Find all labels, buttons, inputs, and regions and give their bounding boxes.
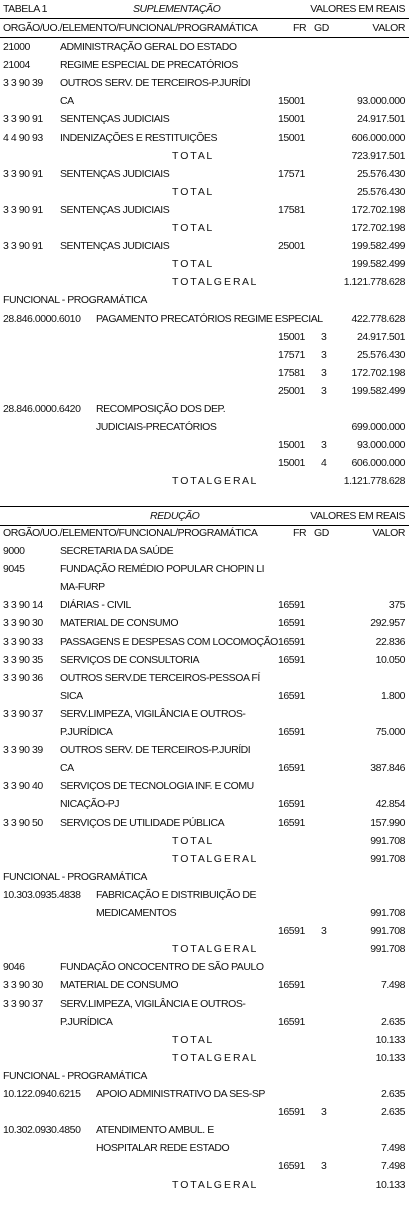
total-row bbox=[0, 255, 409, 273]
row-fr: 16591 bbox=[278, 762, 305, 775]
row-fr: 15001 bbox=[278, 439, 305, 452]
row-fr: 15001 bbox=[278, 131, 305, 144]
row-code: FUNCIONAL - PROGRAMÁTICA bbox=[3, 1069, 147, 1082]
table-row bbox=[0, 129, 409, 147]
row-valor: 375 bbox=[388, 599, 405, 612]
row-valor: 25.576.430 bbox=[356, 167, 405, 180]
row-fr: 16591 bbox=[278, 1106, 305, 1119]
row-description: REGIME ESPECIAL DE PRECATÓRIOS bbox=[60, 59, 238, 72]
row-valor: 7.498 bbox=[380, 1142, 405, 1155]
row-valor: 723.917.501 bbox=[351, 149, 405, 162]
row-valor: 172.702.198 bbox=[351, 366, 405, 379]
table-row bbox=[0, 291, 409, 309]
row-description: SICA bbox=[60, 689, 83, 702]
table-row bbox=[0, 868, 409, 886]
row-description: NICAÇÃO-PJ bbox=[60, 798, 120, 811]
row-description: APOIO ADMINISTRATIVO DA SES-SP bbox=[96, 1088, 265, 1100]
table-row bbox=[0, 92, 409, 110]
row-valor: 24.917.501 bbox=[356, 330, 405, 343]
total-row bbox=[0, 1176, 409, 1194]
row-valor: 991.708 bbox=[370, 925, 405, 938]
row-description: OUTROS SERV. DE TERCEIROS-P.JURÍDI bbox=[60, 744, 251, 757]
row-code: 3 3 90 30 bbox=[3, 979, 43, 992]
table-row bbox=[0, 795, 409, 813]
row-description: INDENIZAÇÕES E RESTITUIÇÕES bbox=[60, 131, 218, 144]
row-description: OUTROS SERV. DE TERCEIROS-P.JURÍDI bbox=[60, 77, 251, 90]
table-row bbox=[0, 995, 409, 1013]
row-code: 21000 bbox=[3, 41, 30, 53]
row-fr: 16591 bbox=[278, 798, 305, 811]
total-row bbox=[0, 1031, 409, 1049]
row-valor: 2.635 bbox=[380, 1088, 405, 1100]
table-row bbox=[0, 633, 409, 651]
table-row bbox=[0, 741, 409, 759]
total-label: T O T A L bbox=[172, 1033, 212, 1046]
row-valor: 199.582.499 bbox=[351, 258, 405, 271]
row-valor: 422.778.628 bbox=[351, 312, 405, 325]
row-description: SECRETARIA DA SAÚDE bbox=[60, 545, 174, 557]
row-description: MEDICAMENTOS bbox=[96, 907, 177, 919]
row-valor: 1.800 bbox=[380, 689, 405, 702]
column-header-valor: VALOR bbox=[372, 527, 405, 539]
row-valor: 10.133 bbox=[375, 1033, 405, 1046]
total-label: T O T A L bbox=[172, 185, 212, 198]
table-row bbox=[0, 759, 409, 777]
row-code: 10.303.0935.4838 bbox=[3, 888, 81, 901]
total-label: T O T A L bbox=[172, 222, 212, 234]
row-valor: 7.498 bbox=[380, 979, 405, 992]
row-valor: 2.635 bbox=[380, 1015, 405, 1028]
row-description: JUDICIAIS-PRECATÓRIOS bbox=[96, 421, 217, 434]
row-code: FUNCIONAL - PROGRAMÁTICA bbox=[3, 870, 147, 883]
row-code: 10.122.0940.6215 bbox=[3, 1088, 81, 1100]
table-row bbox=[0, 400, 409, 418]
row-valor: 10.133 bbox=[375, 1051, 405, 1064]
row-valor: 93.000.000 bbox=[356, 95, 405, 108]
reducao-title: REDUÇÃO bbox=[150, 510, 200, 522]
row-description: ADMINISTRAÇÃO GERAL DO ESTADO bbox=[60, 41, 237, 53]
row-code: 3 3 90 14 bbox=[3, 599, 43, 612]
row-valor: 991.708 bbox=[370, 943, 405, 956]
row-fr: 16591 bbox=[278, 1160, 305, 1173]
table-row bbox=[0, 614, 409, 632]
table-row bbox=[0, 723, 409, 741]
table-row bbox=[0, 1157, 409, 1175]
table-row bbox=[0, 310, 409, 328]
table-row bbox=[0, 436, 409, 454]
valores-em-reais-label: VALORES EM REAIS bbox=[310, 510, 405, 522]
table-row bbox=[0, 165, 409, 183]
row-gd: 3 bbox=[321, 925, 327, 938]
total-label: T O T A L G E R A L bbox=[172, 943, 256, 956]
row-description: SENTENÇAS JUDICIAIS bbox=[60, 113, 170, 126]
row-valor: 172.702.198 bbox=[351, 203, 405, 216]
total-row bbox=[0, 472, 409, 490]
table-row bbox=[0, 976, 409, 994]
row-code: 3 3 90 37 bbox=[3, 997, 43, 1010]
row-description: MA-FURP bbox=[60, 581, 105, 594]
table-row bbox=[0, 328, 409, 346]
row-description: CA bbox=[60, 762, 74, 775]
table-row bbox=[0, 74, 409, 92]
row-fr: 16591 bbox=[278, 925, 305, 938]
table-row bbox=[0, 364, 409, 382]
table-row bbox=[0, 958, 409, 976]
row-valor: 25.576.430 bbox=[356, 185, 405, 198]
row-valor: 387.846 bbox=[370, 762, 405, 775]
row-gd: 3 bbox=[321, 1106, 327, 1119]
row-valor: 606.000.000 bbox=[351, 457, 405, 470]
row-valor: 699.000.000 bbox=[351, 421, 405, 434]
row-valor: 991.708 bbox=[370, 907, 405, 919]
column-header-fr: FR bbox=[293, 527, 307, 539]
table-row bbox=[0, 560, 409, 578]
row-valor: 991.708 bbox=[370, 834, 405, 847]
row-description: HOSPITALAR REDE ESTADO bbox=[96, 1142, 230, 1155]
row-code: FUNCIONAL - PROGRAMÁTICA bbox=[3, 294, 147, 307]
table-row bbox=[0, 705, 409, 723]
row-code: 3 3 90 39 bbox=[3, 77, 43, 90]
row-code: 3 3 90 91 bbox=[3, 167, 43, 180]
row-code: 3 3 90 30 bbox=[3, 617, 43, 630]
row-fr: 16591 bbox=[278, 689, 305, 702]
row-valor: 10.133 bbox=[375, 1178, 405, 1191]
table-row bbox=[0, 346, 409, 364]
table-row bbox=[0, 1013, 409, 1031]
total-label: T O T A L G E R A L bbox=[172, 276, 256, 289]
table-row bbox=[0, 237, 409, 255]
row-code: 9000 bbox=[3, 545, 25, 557]
row-valor: 991.708 bbox=[370, 852, 405, 865]
row-valor: 1.121.778.628 bbox=[343, 276, 405, 289]
total-label: T O T A L bbox=[172, 149, 212, 162]
row-code: 3 3 90 40 bbox=[3, 780, 43, 793]
total-row bbox=[0, 219, 409, 237]
row-description: FABRICAÇÃO E DISTRIBUIÇÃO DE bbox=[96, 888, 257, 901]
row-valor: 292.957 bbox=[370, 617, 405, 630]
row-fr: 16591 bbox=[278, 617, 305, 630]
row-fr: 17571 bbox=[278, 348, 305, 361]
row-description: CA bbox=[60, 95, 74, 108]
table-row bbox=[0, 454, 409, 472]
row-code: 3 3 90 91 bbox=[3, 203, 43, 216]
row-valor: 7.498 bbox=[380, 1160, 405, 1173]
row-fr: 15001 bbox=[278, 330, 305, 343]
row-fr: 16591 bbox=[278, 635, 305, 648]
column-header-orgao: ORGÃO/UO./ELEMENTO/FUNCIONAL/PROGRAMÁTICA bbox=[3, 22, 258, 34]
table-row bbox=[0, 669, 409, 687]
table-row bbox=[0, 201, 409, 219]
row-code: 3 3 90 50 bbox=[3, 816, 43, 829]
row-description: SERV.LIMPEZA, VIGILÂNCIA E OUTROS- bbox=[60, 997, 246, 1010]
row-description: FUNDAÇÃO ONCOCENTRO DE SÃO PAULO bbox=[60, 961, 264, 974]
table-title-row bbox=[0, 0, 409, 19]
row-description: SERVIÇOS DE CONSULTORIA bbox=[60, 653, 200, 666]
row-gd: 3 bbox=[321, 348, 327, 361]
total-row bbox=[0, 273, 409, 291]
row-description: SENTENÇAS JUDICIAIS bbox=[60, 167, 170, 180]
valores-em-reais-label: VALORES EM REAIS bbox=[310, 3, 405, 15]
table-row bbox=[0, 1121, 409, 1139]
table-row bbox=[0, 382, 409, 400]
table-label: TABELA 1 bbox=[3, 3, 48, 15]
table-row bbox=[0, 1085, 409, 1103]
table-row bbox=[0, 542, 409, 560]
row-fr: 15001 bbox=[278, 95, 305, 108]
row-code: 28.846.0000.6010 bbox=[3, 312, 81, 325]
table-row bbox=[0, 1103, 409, 1121]
row-gd: 3 bbox=[321, 1160, 327, 1173]
row-code: 3 3 90 91 bbox=[3, 113, 43, 126]
total-row bbox=[0, 1049, 409, 1067]
row-description: FUNDAÇÃO REMÉDIO POPULAR CHOPIN LI bbox=[60, 563, 265, 576]
column-header-gd: GD bbox=[314, 22, 329, 34]
total-row bbox=[0, 940, 409, 958]
row-code: 3 3 90 35 bbox=[3, 653, 43, 666]
total-label: T O T A L G E R A L bbox=[172, 852, 256, 865]
column-header-valor: VALOR bbox=[372, 22, 405, 34]
row-valor: 25.576.430 bbox=[356, 348, 405, 361]
total-row bbox=[0, 147, 409, 165]
row-valor: 172.702.198 bbox=[351, 222, 405, 234]
row-gd: 4 bbox=[321, 457, 327, 470]
table-row bbox=[0, 922, 409, 940]
column-header-gd: GD bbox=[314, 527, 329, 539]
total-label: T O T A L G E R A L bbox=[172, 1051, 256, 1064]
row-code: 10.302.0930.4850 bbox=[3, 1124, 81, 1137]
row-description: OUTROS SERV.DE TERCEIROS-PESSOA FÍ bbox=[60, 671, 260, 684]
row-code: 3 3 90 36 bbox=[3, 671, 43, 684]
row-valor: 22.836 bbox=[375, 635, 405, 648]
row-fr: 15001 bbox=[278, 113, 305, 126]
row-code: 28.846.0000.6420 bbox=[3, 403, 81, 415]
reducao-title-row bbox=[0, 506, 409, 526]
total-label: T O T A L G E R A L bbox=[172, 1178, 256, 1191]
table-row bbox=[0, 651, 409, 669]
row-fr: 25001 bbox=[278, 240, 305, 253]
table-row bbox=[0, 596, 409, 614]
row-code: 3 3 90 39 bbox=[3, 744, 43, 757]
row-code: 21004 bbox=[3, 59, 30, 72]
row-valor: 93.000.000 bbox=[356, 439, 405, 452]
row-description: SERV.LIMPEZA, VIGILÂNCIA E OUTROS- bbox=[60, 707, 246, 720]
row-valor: 199.582.499 bbox=[351, 240, 405, 253]
suplementacao-column-header bbox=[0, 19, 409, 38]
row-fr: 17571 bbox=[278, 167, 305, 180]
row-gd: 3 bbox=[321, 366, 327, 379]
row-valor: 606.000.000 bbox=[351, 131, 405, 144]
row-description: MATERIAL DE CONSUMO bbox=[60, 979, 179, 992]
row-description: PAGAMENTO PRECATÓRIOS REGIME ESPECIAL bbox=[96, 312, 323, 325]
row-gd: 3 bbox=[321, 439, 327, 452]
row-description: SERVIÇOS DE TECNOLOGIA INF. E COMU bbox=[60, 780, 254, 793]
row-fr: 17581 bbox=[278, 366, 305, 379]
total-row bbox=[0, 850, 409, 868]
row-description: PASSAGENS E DESPESAS COM LOCOMOÇÃO bbox=[60, 635, 278, 648]
row-fr: 15001 bbox=[278, 457, 305, 470]
column-header-orgao: ORGÃO/UO./ELEMENTO/FUNCIONAL/PROGRAMÁTICA bbox=[3, 527, 258, 539]
table-row bbox=[0, 1139, 409, 1157]
row-description: SERVIÇOS DE UTILIDADE PÚBLICA bbox=[60, 816, 225, 829]
row-fr: 16591 bbox=[278, 979, 305, 992]
table-row bbox=[0, 687, 409, 705]
table-row bbox=[0, 578, 409, 596]
row-code: 9045 bbox=[3, 563, 25, 576]
row-valor: 42.854 bbox=[375, 798, 405, 811]
row-valor: 2.635 bbox=[380, 1106, 405, 1119]
row-valor: 1.121.778.628 bbox=[343, 475, 405, 488]
row-valor: 199.582.499 bbox=[351, 384, 405, 397]
table-row bbox=[0, 904, 409, 922]
reducao-column-header bbox=[0, 524, 409, 542]
row-gd: 3 bbox=[321, 330, 327, 343]
row-fr: 16591 bbox=[278, 653, 305, 666]
total-row bbox=[0, 832, 409, 850]
total-label: T O T A L G E R A L bbox=[172, 475, 256, 488]
total-label: T O T A L bbox=[172, 258, 212, 271]
row-description: MATERIAL DE CONSUMO bbox=[60, 617, 179, 630]
suplementacao-title: SUPLEMENTAÇÃO bbox=[133, 3, 221, 15]
row-fr: 25001 bbox=[278, 384, 305, 397]
row-fr: 16591 bbox=[278, 599, 305, 612]
table-row bbox=[0, 38, 409, 56]
row-valor: 75.000 bbox=[375, 726, 405, 738]
row-description: DIÁRIAS - CIVIL bbox=[60, 599, 131, 612]
table-row bbox=[0, 1067, 409, 1085]
row-code: 9046 bbox=[3, 961, 25, 974]
column-header-fr: FR bbox=[293, 22, 307, 34]
row-description: P.JURÍDICA bbox=[60, 726, 113, 738]
row-code: 4 4 90 93 bbox=[3, 131, 43, 144]
row-description: P.JURÍDICA bbox=[60, 1015, 113, 1028]
row-valor: 10.050 bbox=[375, 653, 405, 666]
row-code: 3 3 90 33 bbox=[3, 635, 43, 648]
row-code: 3 3 90 37 bbox=[3, 707, 43, 720]
row-fr: 16591 bbox=[278, 726, 305, 738]
row-description: SENTENÇAS JUDICIAIS bbox=[60, 203, 170, 216]
row-valor: 24.917.501 bbox=[356, 113, 405, 126]
row-description: SENTENÇAS JUDICIAIS bbox=[60, 240, 170, 253]
table-row bbox=[0, 886, 409, 904]
row-gd: 3 bbox=[321, 384, 327, 397]
table-row bbox=[0, 56, 409, 74]
table-row bbox=[0, 110, 409, 128]
row-fr: 16591 bbox=[278, 816, 305, 829]
row-valor: 157.990 bbox=[370, 816, 405, 829]
table-row bbox=[0, 814, 409, 832]
row-fr: 17581 bbox=[278, 203, 305, 216]
total-label: T O T A L bbox=[172, 834, 212, 847]
row-description: RECOMPOSIÇÃO DOS DEP. bbox=[96, 403, 226, 415]
total-row bbox=[0, 183, 409, 201]
row-code: 3 3 90 91 bbox=[3, 240, 43, 253]
table-row bbox=[0, 418, 409, 436]
row-fr: 16591 bbox=[278, 1015, 305, 1028]
table-row bbox=[0, 777, 409, 795]
row-description: ATENDIMENTO AMBUL. E bbox=[96, 1124, 214, 1137]
